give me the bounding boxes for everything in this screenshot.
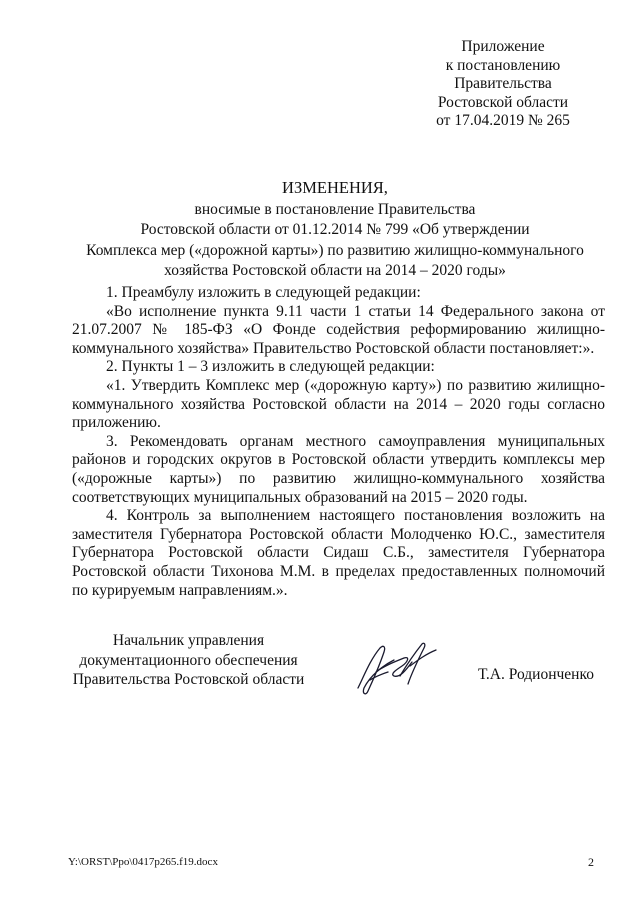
signer-position-line: документационного обеспечения: [79, 651, 298, 669]
handwritten-signature: [350, 636, 440, 698]
title-line: Комплекса мер («дорожной карты») по развитию жилищно-коммунального: [86, 241, 584, 259]
title-line: Ростовской области от 01.12.2014 № 799 «Об утверждении: [140, 221, 530, 238]
appendix-header: [418, 38, 588, 131]
document-title: [60, 178, 610, 282]
signer-position-line: Правительства Ростовской области: [72, 671, 305, 688]
title-line: вносимые в постановление Правительства: [194, 200, 476, 218]
appendix-line: от 17.04.2019 № 265: [436, 112, 570, 129]
appendix-line: Правительства: [454, 75, 552, 92]
page-number: 2: [588, 855, 594, 869]
footer-file-path: Y:\ORST\Ppo\0417p265.f19.docx: [68, 856, 218, 868]
body-paragraph: 3. Рекомендовать органам местного самоуправления муниципальных районов и городских округов в Ростовской области утвердить комплексы мер («дорожные карты») по развитию жилищно-коммунального хозяйства соответствующих муниципальных образований на 2015 – 2020 годы.: [72, 432, 605, 506]
title-line: хозяйства Ростовской области на 2014 – 2020 годы»: [164, 262, 506, 279]
title-heading: ИЗМЕНЕНИЯ,: [282, 178, 388, 197]
appendix-line: Приложение: [461, 38, 545, 55]
body-paragraph: «Во исполнение пункта 9.11 части 1 статьи 14 Федерального закона от 21.07.2007 № 185-ФЗ «О Фонде содействия реформированию жилищно-коммунального хозяйства» Правительство Ростовской области постановляет:».: [72, 302, 605, 357]
signer-position-line: Начальник управления: [112, 632, 265, 649]
body-paragraph: 1. Преамбулу изложить в следующей редакции:: [106, 284, 421, 301]
body-paragraph: «1. Утвердить Комплекс мер («дорожную карту») по развитию жилищно-коммунального хозяйства Ростовской области на 2014 – 2020 годы согласно приложению.: [72, 376, 605, 432]
signer-position: [66, 631, 311, 690]
appendix-line: Ростовской области: [437, 93, 569, 111]
appendix-line: к постановлению: [445, 56, 561, 74]
document-body: [72, 284, 605, 600]
signer-name: Т.А. Родионченко: [478, 666, 594, 683]
body-paragraph: 2. Пункты 1 – 3 изложить в следующей редакции:: [106, 358, 435, 376]
body-paragraph: 4. Контроль за выполнением настоящего постановления возложить на заместителя Губернатора Ростовской области Молодченко Ю.С., заместителя Губернатора Ростовской области Сидаш С.Б., заместителя Губернатора Ростовской области Тихонова М.М. в пределах предоставленных полномочий по курируемым направлениям.».: [72, 507, 605, 599]
